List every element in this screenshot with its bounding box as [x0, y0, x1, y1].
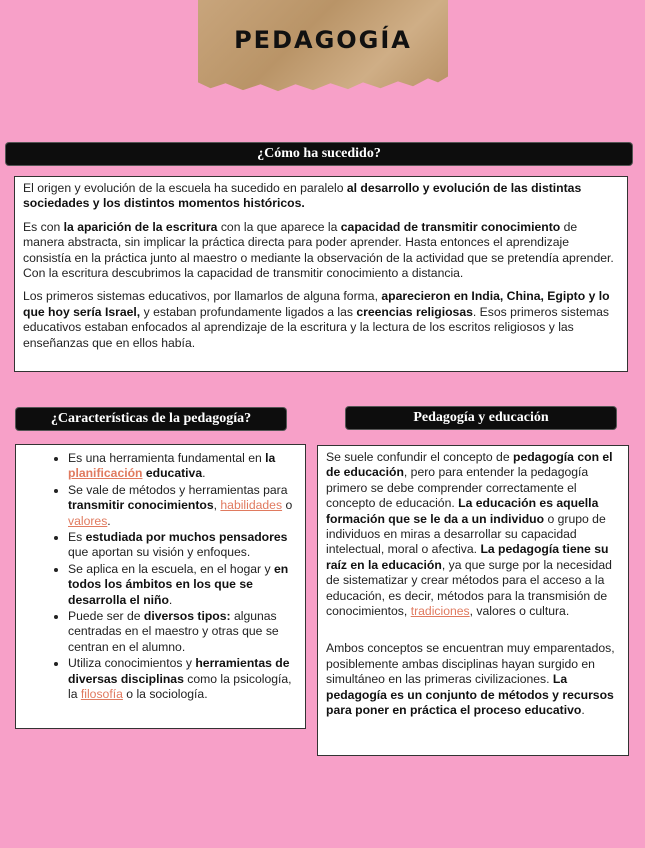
text-run: y estaban profundamente ligados a las — [140, 304, 357, 319]
text-run: , valores o cultura. — [469, 604, 570, 619]
section-heading-pedagogy-education: Pedagogía y educación — [346, 407, 616, 429]
bold-text: diversos tipos: — [143, 609, 231, 624]
characteristics-list — [16, 451, 305, 703]
text-run: Se aplica en la escuela, en el hogar y — [68, 561, 274, 576]
section-box-pedagogy-education — [317, 445, 629, 756]
bold-text: pedagogía con el de educación — [326, 450, 613, 480]
bold-text: al desarrollo y evolución de las distintas sociedades y los distintos momentos históricos. — [23, 181, 582, 211]
text-run: El origen y evolución de la escuela ha sucedido en paralelo — [23, 181, 347, 195]
text-run: . — [168, 592, 173, 607]
section-box-how — [14, 176, 628, 372]
bold-text: aparecieron en India, China, Egipto y lo que hoy sería Israel, — [23, 289, 610, 319]
text-run: Es una herramienta fundamental en — [68, 451, 266, 465]
text-run: , — [213, 498, 221, 513]
list-item — [68, 483, 305, 529]
bold-text: La pedagogía tiene su raíz en la educación — [326, 542, 609, 572]
list-item — [68, 609, 305, 655]
bold-text: la — [265, 451, 276, 465]
list-item — [68, 451, 305, 482]
list-item — [68, 530, 305, 561]
text-run: Utiliza conocimientos y — [68, 656, 196, 671]
text-run: , ya que surge por la necesidad de sistematizar y crear métodos para el acceso a la educación, es decir, métodos para la transmisión de conocimientos, — [326, 557, 612, 619]
text-run: . — [202, 466, 206, 481]
bold-text: herramientas de diversas disciplinas — [68, 656, 290, 686]
paragraph-writing — [23, 220, 619, 282]
paragraph-related — [326, 641, 620, 718]
link-habilidades[interactable]: habilidades — [220, 498, 283, 513]
text-run: Se suele confundir el concepto de — [326, 450, 514, 464]
text-run: o — [282, 498, 293, 513]
text-run: , pero para entender la pedagogía primero se debe comprender correctamente el concepto de educación. — [326, 465, 589, 511]
section-heading-characteristics: ¿Características de la pedagogía? — [16, 408, 286, 430]
list-item — [68, 562, 305, 608]
text-run: . — [107, 513, 111, 528]
text-run: Se vale de métodos y herramientas para — [68, 482, 288, 497]
text-run: Puede ser de — [68, 609, 144, 624]
link-valores[interactable]: valores — [68, 513, 108, 528]
text-run: como la psicología, la — [68, 671, 292, 702]
text-run: Los primeros sistemas educativos, por llamarlos de alguna forma, — [23, 289, 382, 304]
text-run: Ambos conceptos se encuentran muy emparentados, posiblemente ambas disciplinas hayan surgido en simultáneo en las primeras civilizaciones. — [326, 641, 615, 687]
section-box-characteristics — [15, 444, 306, 729]
text-run: o la sociología. — [122, 687, 208, 702]
text-run: . — [581, 703, 585, 718]
bold-text: capacidad de transmitir conocimiento — [340, 219, 561, 234]
page-title: PEDAGOGÍA — [234, 26, 412, 54]
list-item — [68, 656, 305, 702]
text-run: . Esos primeros sistemas educativos estaban enfocados al aprendizaje de la escritura y la lectura de los escritos religiosos y las enseñanzas que en ellos había. — [23, 304, 610, 350]
bold-text: la aparición de la escritura — [63, 219, 218, 234]
link-tradiciones[interactable]: tradiciones — [410, 604, 470, 619]
link-planificaci-n[interactable]: planificación — [68, 466, 143, 481]
paragraph-confusion — [326, 450, 620, 619]
section-heading-how: ¿Cómo ha sucedido? — [6, 143, 632, 165]
text-run: o grupo de individuos en miras a desarrollar su capacidad intelectual, moral o afectiva. — [326, 511, 606, 557]
text-run: algunas centradas en el maestro y otras que se centran en el alumno. — [68, 609, 279, 654]
bold-text: La pedagogía es un conjunto de métodos y recursos para poner en práctica el proceso educativo — [326, 672, 614, 718]
bold-text: creencias religiosas — [356, 304, 473, 319]
bold-text: La educación es aquella formación que se le da a un individuo — [326, 496, 599, 526]
paragraph-first-systems — [23, 289, 619, 351]
text-run: con la que aparece la — [217, 219, 341, 234]
bold-text: transmitir conocimientos — [68, 498, 214, 513]
bold-text: estudiada por muchos pensadores — [85, 530, 288, 545]
paragraph-origin — [23, 181, 619, 212]
bold-text: educativa — [142, 466, 203, 481]
text-run: Es — [68, 530, 86, 545]
text-run: que aportan su visión y enfoques. — [68, 545, 251, 560]
text-run: Es con — [23, 219, 64, 234]
text-run: de manera abstracta, sin implicar la práctica directa para poder aprender. Hasta entonces el aprendizaje consistía en la práctica junto al maestro o mediante la observación de la actividad que se pretendía aprender. Con la escritura descubrimos la capacidad de transmitir conocimiento a distancia. — [23, 219, 614, 281]
bold-text: en todos los ámbitos en los que se desarrolla el niño — [68, 561, 289, 607]
link-filosof-a[interactable]: filosofía — [80, 687, 123, 702]
